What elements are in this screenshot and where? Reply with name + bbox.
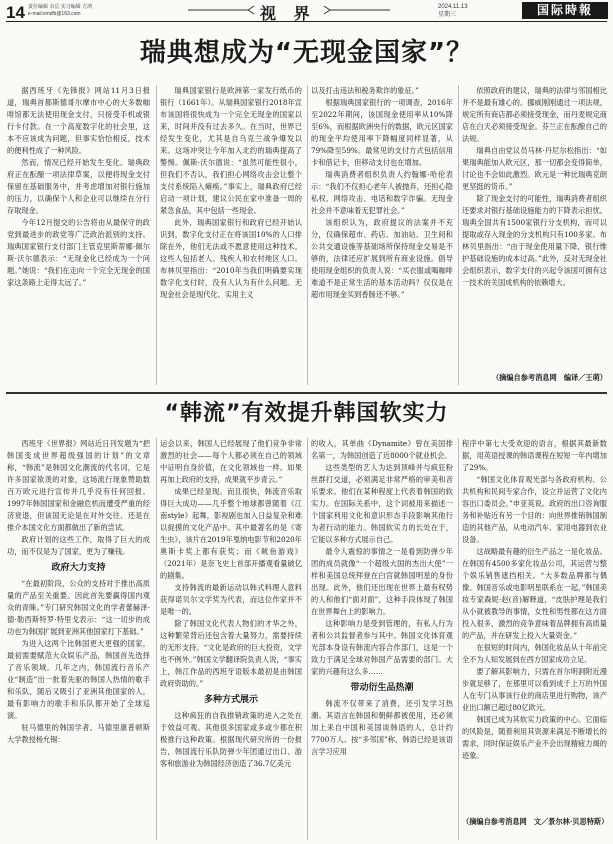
ornament-left-icon [186, 4, 256, 16]
paragraph: 今年12月提交的公告将由从最保守的政党到最进步的政党等广泛政治派别的支持。瑞典国家银行支付部门主管克里斯蒂娜·佩尔斯·沃尔德表示：“无现金化已经成为一个问题。”她说：“我们在走向一个完全无现金的国家这条路上走得太远了。” [7, 218, 150, 287]
ornament-right-icon [322, 4, 392, 16]
paragraph: 这战略最有趣的衍生产品之一是化妆品。在韩国有4500多家化妆品公司，其运营与整个娱乐销售遮挡相关。“大多数品牌都与偶像、韩国音乐或电影明星联系在一起，”韩国美妆专家森妮·赵(音)解释道，“皮肤护理是我们从小就被教导的事情，女性和男性都在这方面投入很多，激烈的竞争意味着品牌拥有高质量的产品，并在研发上投入大量资金。” [462, 547, 607, 640]
subheading: 政府大力支持 [51, 563, 106, 573]
paragraph: 这些类型的艺人为达到顶峰并与疯狂粉丝群打交道，必须满足非常严格的审美和音乐要求。他们在某种程度上代表着韩国的软实力。在国际关系中，这个词被用来描述一个国家利用文化和意识形态手段影响其他行为者行动的能力。韩国软实力的长处在于，它能以多种方式展示自己。 [311, 463, 453, 544]
paragraph: 西班牙《世界报》网站近日刊发题为“把韩国变成世界超级强国的计划”的文章称，“韩流”是韩国文化潮流的代名词，它是许多国家欲羡的对象，这场流行现象赞助数百万欧元进行宣传并几乎没有任何回报。1997年韩国国家和金融危机而遭受严重的经济衰退，但该国无论是在对外交往、还是在推介本国文化方面都做出了新的尝试。 [7, 439, 150, 532]
article1-column-4 [462, 85, 607, 373]
paragraph: 成果已经显现。而且很快，韩流音乐取得巨大成功——几乎整个地球都曾随着《江南style》起舞，影视剧也加入日益复杂和难以捉摸的文化产品中。其中最著名的是《寄生虫》，该片在2019年戛纳电影节和2020年奥斯卡奖上都有获奖；而《鱿鱼游戏》（2021年）是奈飞史上首部开播观看量破亿的剧集。 [160, 487, 302, 580]
weekday-text: 星期三 [438, 12, 457, 18]
article2-column-4 [462, 438, 607, 816]
article1-credit: （摘编自参考消息网 编译／王萌） [491, 373, 607, 382]
issue-date [438, 3, 468, 19]
paragraph: 依照政府的建议，瑞典的法律与邻国相比并不是最有雄心的。挪威刚刚通过一项法规，规定所有商店都必须接受现金，而丹麦规定商店在白天必须接受现金。芬兰正在酝酿自己的法规。 [462, 86, 607, 143]
article2-column-1 [7, 438, 150, 840]
article1-column-3 [311, 85, 453, 385]
paragraph: “韩国文化体育观光部与各政府机构、公共机构和民间专家合作，设立并运营了文化内容出口委员会。”申亚英说。政府的出口咨询服务和补贴近有另一个目的：向世界推销韩国制造的其他产品，从电动汽车、家用电器到农业设备。 [462, 475, 607, 544]
column-divider [307, 85, 308, 385]
article-separator [6, 392, 607, 394]
paragraph: 这种疯狂的自我推销政策的进入之处在于效益可观。其他很多国家或多或少都在积极推行这种政策。根据现代研究所的一份报告，韩国流行乐队防弹少年团通过出口、游客和旅游业为韩国经济创造了36.7亿美元 [160, 711, 302, 768]
article2-column-3 [311, 438, 453, 840]
paragraph: 在很短的时间内，韩国化妆品从十年前完全不为人知发展到在西方国家成功立足。 [462, 643, 607, 664]
column-divider [458, 85, 459, 385]
paragraph: 瑞典消费者组织负责人约翰娜·哈伦表示：“我们不仅担心老年人被抛弃，还担心隐私权、网络攻击、电话和数字诈骗。无现金社会并不意味着无犯罪社会。” [311, 170, 453, 215]
article2-column-2 [160, 438, 302, 840]
paragraph: 除了现金支付的可能性，瑞典消费者组织还要求对银行基础设施能力的下降表示担忧。瑞典全国共有1500家银行分支机构，而可以提取或存入现金的分支机构只有100多家。布林贝里指出：“由于现金使用量下降，银行维护基础设施的成本过高。”此外，反对无现金社会组织表示，数字支付的兴起令该国可拥有这一技术的关国成机构的依赖增大。 [462, 194, 607, 287]
paragraph: 该组织认为，政府提议的法案并不充分，仅确保超市、药店、加油站、卫生间和公共交通设施等基础场所保持现金交易是不够的，法律还应扩展到所有商业设施。倡导使用现金组织的负责人说：“买衣服或喝咖啡难道不是正常生活的基本活动吗？仅仅是在超市用现金买到香肠还不够。” [311, 218, 453, 299]
newspaper-logo: 国际時報 [522, 2, 608, 19]
article2-headline: “韩流”有效提升韩国软实力 [164, 401, 449, 426]
masthead-meta [28, 4, 92, 18]
subheading: 带动衍生品热潮 [350, 683, 414, 693]
article1-column-2 [160, 85, 302, 385]
subheading: 多种方式展示 [203, 695, 258, 705]
paragraph: 然而，情况已经开始发生变化。瑞典政府正在酝酿一项法律草案，以便将现金支付保留在基础服务中，并考虑增加对银行施加的压力，以确保个人和企业可以继续在分行存取现金。 [7, 158, 150, 215]
paragraph: 根据瑞典国家银行的一项调查，2016年至2022年期间，该国现金使用率从10%降至6%，而根据欧洲央行的数据，欧元区国家的现金平均使用率下降幅度同样显著，从79%降至59%。最常见的支付方式包括信用卡和借记卡，但移动支付也在增加。 [311, 98, 453, 167]
column-divider [156, 85, 157, 385]
section-title: 视 界 [260, 4, 316, 23]
paragraph: 支持韩流的最新运动以韩式料理人意料获得诺贝尔文学奖为代表，而这位作家并不是唯一的。 [160, 583, 302, 616]
editor-line: 责任编辑 余岳 实习编辑 方鸿 [28, 4, 93, 10]
paragraph: 这种影响力是受到管理的，有私人行为者和公共监督者参与其中。韩国文化体育观光部本身设有韩流内容合作部门，这是一个致力于满足全球对韩国产品需要的部门。大家的兴趣有这么多…… [311, 619, 453, 676]
article2-credit: （摘编自参考消息网 文／景尔林·贝思特斯） [462, 817, 609, 826]
email-line: e-mail:smzfb@163.com [28, 11, 81, 17]
paragraph: 政府计划的这些工作，取得了巨大的成功，而不仅是为了国家，更为了赚钱。 [7, 535, 150, 556]
paragraph: 韩国已成为其软实力政策的中心。它面临的风险是，随着利用其资源来满足不断增长的需求，同时保证娱乐产业不会出现精疲力竭的迹象。 [462, 715, 607, 760]
paragraph: 要了解其影响力，只需在首尔明洞附近漫步就足够了，在那里可以看到成千上万的外国人在专门从事该行业的商店里进行购物，该产业出口额已超过80亿欧元。 [462, 667, 607, 712]
paragraph: 除了韩国文化代表人物们的才华之外，这种繁荣背后还包含着大量努力，需要持续的无形支持。“文化是政府的巨大投资，文学也不例外。”韩国文学翻译院负责人说，“事实上，韩江作品的西班牙语版本最初是由韩国政府资助的。” [160, 619, 302, 688]
article1-headline: 瑞典想成为“无现金国家”？ [139, 38, 474, 68]
paragraph: 的收入，其单曲《Dynamite》曾在美国排名第一，为韩国创造了近8000个就业机会。 [311, 439, 453, 460]
paragraph: 据西班牙《先锋报》网站11月3日报道，瑞典首都斯德哥尔摩市中心的大多数咖啡馆都无法使用现金支付，只接受手机或银行卡付款。在一个高度数字化的社会里，这本不应该成为问题，但事实恰恰相反，技术的便利性成了一种风险。 [7, 86, 150, 155]
paragraph: “在最初阶段，公众的支持对于推出高质量的产品至关重要。因此首先要赢得国内观众的青睐。”专门研究韩国文化的学者蕾赫泽·德·勒西斯特罗·特里戈表示：“这一切步的成功也为韩国扩展到亚洲其他国家打下基础。” [7, 579, 150, 636]
paragraph: 瑞典自由党议员马林·丹尼尔松指出：“如果瑞典能加入欧元区，那一切都会变得简单，讨论也不会如此激烈。欧元是一种比瑞典克朗更坚挺的货币。” [462, 146, 607, 191]
column-divider [156, 438, 157, 840]
page-number: 14 [6, 3, 25, 22]
column-divider [307, 438, 308, 840]
paragraph: 为进入这两个比韩国更大更强的国家，最初需要赋范大众娱乐产品，韩国首先选择了音乐领域。几年之内，韩国流行音乐产业“制造”出一批着先驱的韩国人热情的歌手和乐队，随后又吸引了亚洲其他国家的人，最有影响力的歌手和乐队都开始了全球巡演。 [7, 639, 150, 720]
paragraph: 以及打击违法和税务欺诈的象征。” [311, 86, 419, 95]
paragraph: 运会以来，韩国人已经展现了他们竞争非常激烈的社会——每个人都必须在自己的领域中证明自身价值，在文化领域也一样。如果再加上政府的支持，成果就平步青云。” [160, 439, 302, 484]
date-text: 2024.11.13 [438, 4, 468, 10]
paragraph: 程序中第七大受欢迎的语言，根据其最新数据，用英语授课的韩语课程在短短一年内增加了29%。 [462, 439, 607, 472]
paragraph: 最令人震惊的事情之一是看到防弹少年团的成员就像“一个超级大国的杰出大使”一样和美国总统拜登在白宫就韩国明星的身份出现。此外，他们还出现在世界上最有权势的人和他们“面对面”，这种手段体现了韩国在世界舞台上的影响力。 [311, 547, 453, 616]
paragraph: 驻马德里的韩国学者、马德里康普顿斯大学教授杨允锡： [7, 723, 150, 744]
paragraph: 此外，瑞典国家银行和政府已经开始认识到，数字化支付正在将该国10%的人口排除在外，他们无法或不愿意使用这种技术。这些人包括老人、残疾人和农村地区人口。布林贝里指出：“2010年当我们明确要实现数字化支付时，没有人认为有什么问题。无现金社会是现代化、实用主义 [160, 218, 302, 299]
paragraph: 瑞典国家银行是欧洲第一家发行纸币的银行（1661年）。从瑞典国家银行2018年宣布该国将很快成为一个完全无现金的国家以来，时间并没有过去多久。在当时，世界已经发生变化，尤其是自乌克兰战争爆发以来。这场冲突让今年加入北约的瑞典提高了警惕。佩斯·沃尔德说：“虽然可能性很小，但我们不否认，我们担心网络攻击会让整个支付系统陷入瘫痪。”事实上，瑞典政府已经启动一项计划，建议公民在家中准备一周的紧急食品，其中包括一些现金。 [160, 86, 302, 215]
article1-column-1 [7, 85, 150, 385]
header-rule [6, 21, 607, 22]
column-divider [458, 438, 459, 840]
paragraph: 韩流不仅带来了消费，还引发学习热潮。其语言在韩国和朝鲜都被使用，还必须加上来自中国和美国谈韩语的人，总计约7700万人。按“多邻国”称，韩语已经是该语言学习应用 [311, 699, 453, 756]
